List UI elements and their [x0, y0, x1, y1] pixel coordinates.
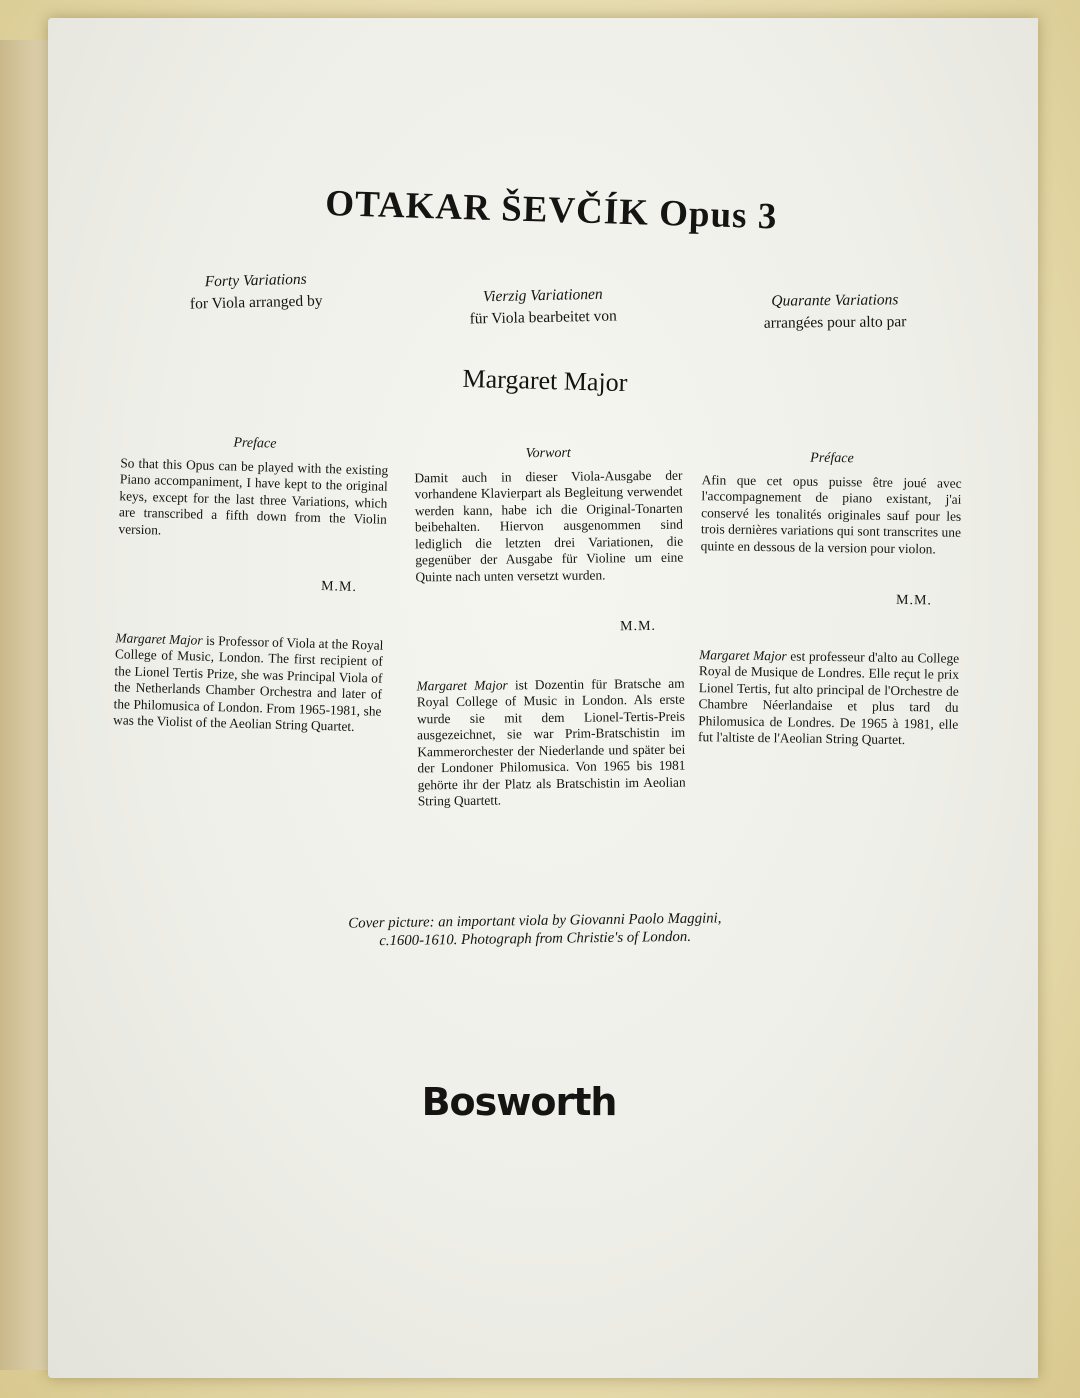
- preface-text: Afin que cet opus puisse être joué avec l'accompagnement de piano existant, j'ai conservé les tonalités originales sauf pour les trois dernières variations qui sont transcrites une quinte en dessous de la version pour violon.: [700, 471, 962, 556]
- subtitle-arranged: arrangées pour alto par: [763, 313, 907, 332]
- subtitle-arranged: for Viola arranged by: [189, 292, 323, 313]
- preface-heading: Vorwort: [525, 445, 571, 462]
- preface-heading: Préface: [810, 450, 854, 467]
- publisher-logo: Bosworth: [421, 1080, 617, 1124]
- column-german: [414, 445, 686, 810]
- biography: [113, 630, 384, 736]
- cover-picture-caption: [300, 909, 770, 952]
- subtitle-french: [675, 288, 995, 335]
- preface-text: Damit auch in dieser Viola-Ausgabe der vorhandene Klavierpart als Begleitung verwendet werden kann, habe ich die Original-Tonarten beibehalten. Hiervon ausgenommen sind lediglich die letzten drei Variationen, die gegenüber der Ausgabe für Violine um eine Quinte nach unten versetzt wurden.: [414, 467, 684, 584]
- signature: M.M.: [620, 618, 657, 635]
- caption-line-2: c.1600-1610. Photograph from Christie's of London.: [379, 928, 692, 950]
- bio-text: is Professor of Viola at the Royal College of Music, London. The first recipient of the Lionel Tertis Prize, she was Principal Viola of the Netherlands Chamber Orchestra and later of the Philomusica of London. From 1965-1981, she was the Violist of the Aeolian String Quartet.: [112, 632, 384, 734]
- bio-name: Margaret Major: [416, 676, 508, 693]
- signature: M.M.: [895, 592, 933, 609]
- bio-name: Margaret Major: [115, 629, 203, 648]
- subtitle-arranged: für Viola bearbeitet von: [469, 307, 618, 328]
- preface-text: So that this Opus can be played with the existing Piano accompaniment, I have kept to the original keys, except for the last three Variations, which are transcribed a fifth down from the Violin version.: [118, 454, 389, 537]
- subtitle-german: [388, 282, 699, 332]
- column-english: [113, 432, 389, 736]
- subtitle-variations: Quarante Variations: [771, 291, 899, 310]
- biography: [417, 675, 686, 810]
- bio-text: ist Dozentin für Bratsche am Royal College of Music in London. Als erste wurde sie mit dem Lionel-Tertis-Preis ausgezeichnet, sie war Prim-Bratschistin im Kammerorchester der Niederlande und später bei der Londoner Philomusica. Von 1965 bis 1981 gehörte ihr der Platz als Bratschistin im Aeolian String Quartett.: [416, 675, 686, 809]
- bio-name: Margaret Major: [699, 646, 787, 663]
- preface-heading: Preface: [233, 435, 277, 452]
- biography: [698, 647, 959, 750]
- column-french: [698, 449, 962, 749]
- subtitle-english: [96, 266, 417, 318]
- bio-text: est professeur d'alto au College Royal de Musique de Londres. Elle reçut le prix Lionel Tertis, fut alto principal de l'Orchestre de Chambre Néerlandaise et plus tard du Philomusica de Londres. De 1965 à 1981, elle fut l'altiste de l'Aeolian String Quartet.: [697, 647, 960, 748]
- subtitle-variations: Forty Variations: [204, 270, 307, 291]
- caption-line-1: Cover picture: an important viola by Giovanni Paolo Maggini,: [348, 910, 722, 932]
- page-title: OTAKAR ŠEVČÍK Opus 3: [324, 182, 778, 238]
- signature: M.M.: [320, 578, 358, 595]
- arranger-name: Margaret Major: [462, 363, 628, 398]
- subtitle-variations: Vierzig Variationen: [482, 285, 603, 306]
